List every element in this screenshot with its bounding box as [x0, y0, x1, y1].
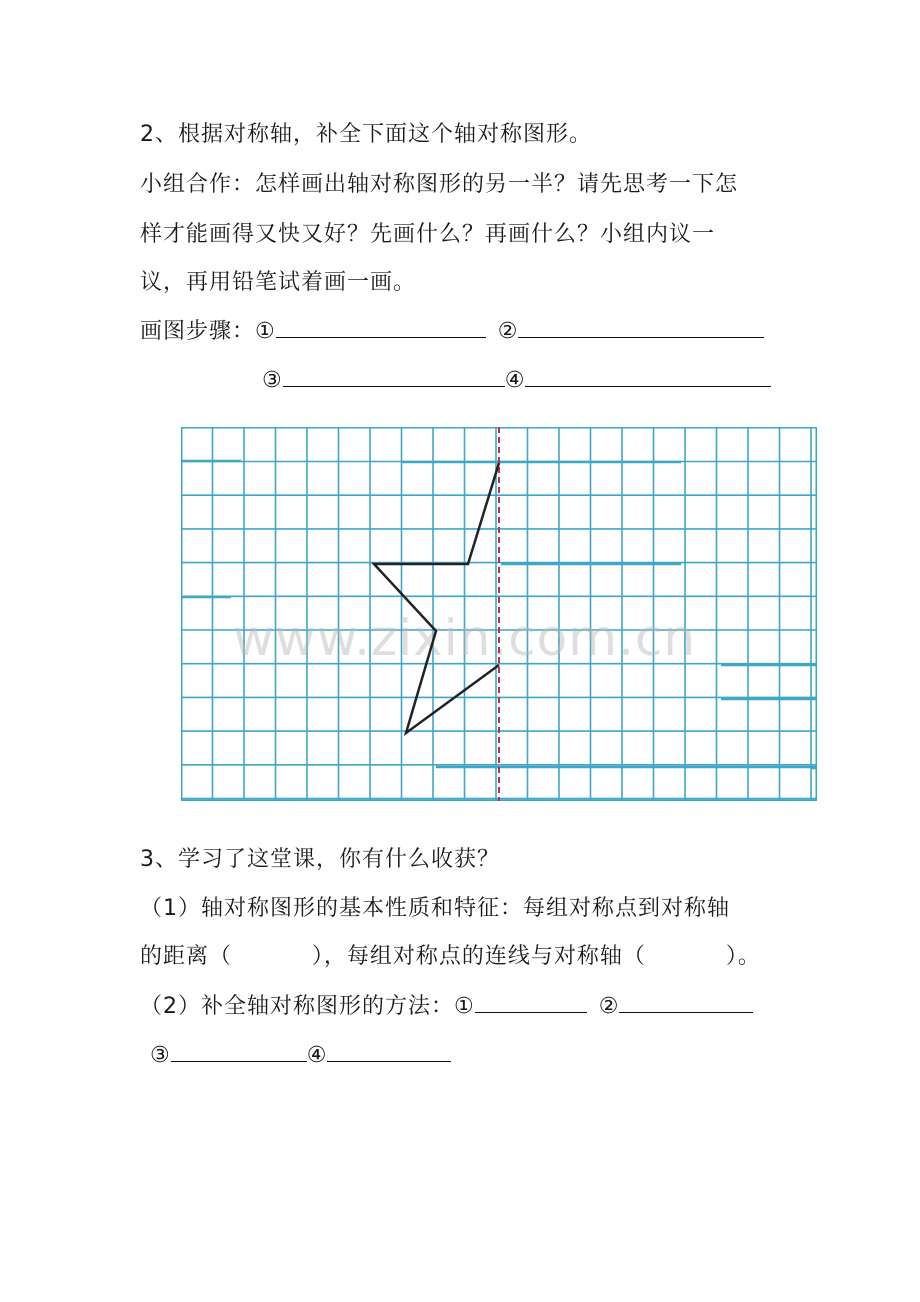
steps-label: 画图步骤： — [140, 319, 256, 344]
steps-row-1 — [140, 315, 764, 347]
q2-label: （2）补全轴对称图形的方法： — [140, 994, 454, 1019]
section2-intro-line1: 小组合作：怎样画出轴对称图形的另一半？请先思考一下怎 — [140, 172, 739, 197]
section2-title: 2、根据对称轴，补全下面这个轴对称图形。 — [140, 122, 592, 147]
section3-q1-line1: （1）轴对称图形的基本性质和特征：每组对称点到对称轴 — [140, 896, 730, 921]
step-2-blank[interactable] — [518, 315, 764, 338]
step-mark-2: ② — [497, 319, 519, 344]
step-3-blank[interactable] — [283, 364, 505, 387]
section2-intro-line2: 样才能画得又快又好？先画什么？再画什么？小组内议一 — [140, 222, 716, 247]
method-1-blank[interactable] — [475, 990, 587, 1013]
grid-figure — [181, 427, 817, 801]
method-3-blank[interactable] — [171, 1039, 307, 1062]
method-mark-2: ② — [598, 994, 620, 1019]
method-2-blank[interactable] — [619, 990, 753, 1013]
steps-row-2 — [262, 364, 771, 396]
step-mark-4: ④ — [504, 368, 526, 393]
step-4-blank[interactable] — [525, 364, 771, 387]
method-mark-4: ④ — [306, 1043, 328, 1068]
method-4-blank[interactable] — [327, 1039, 451, 1062]
step-mark-3: ③ — [262, 368, 283, 393]
method-mark-3: ③ — [150, 1043, 171, 1068]
section2-intro-line3: 议，再用铅笔试着画一画。 — [140, 270, 417, 295]
section3-title: 3、学习了这堂课，你有什么收获？ — [140, 847, 500, 872]
section3-q2-row1 — [140, 990, 753, 1022]
method-mark-1: ① — [454, 994, 475, 1019]
watermark-text: www.zixin.com.cn — [233, 609, 697, 667]
step-1-blank[interactable] — [276, 315, 486, 338]
section3-q1-line2: 的距离（ ），每组对称点的连线与对称轴（ ）。 — [140, 944, 761, 969]
step-mark-1: ① — [255, 319, 276, 344]
section3-q2-row2 — [150, 1039, 451, 1071]
grid-canvas — [181, 427, 817, 801]
